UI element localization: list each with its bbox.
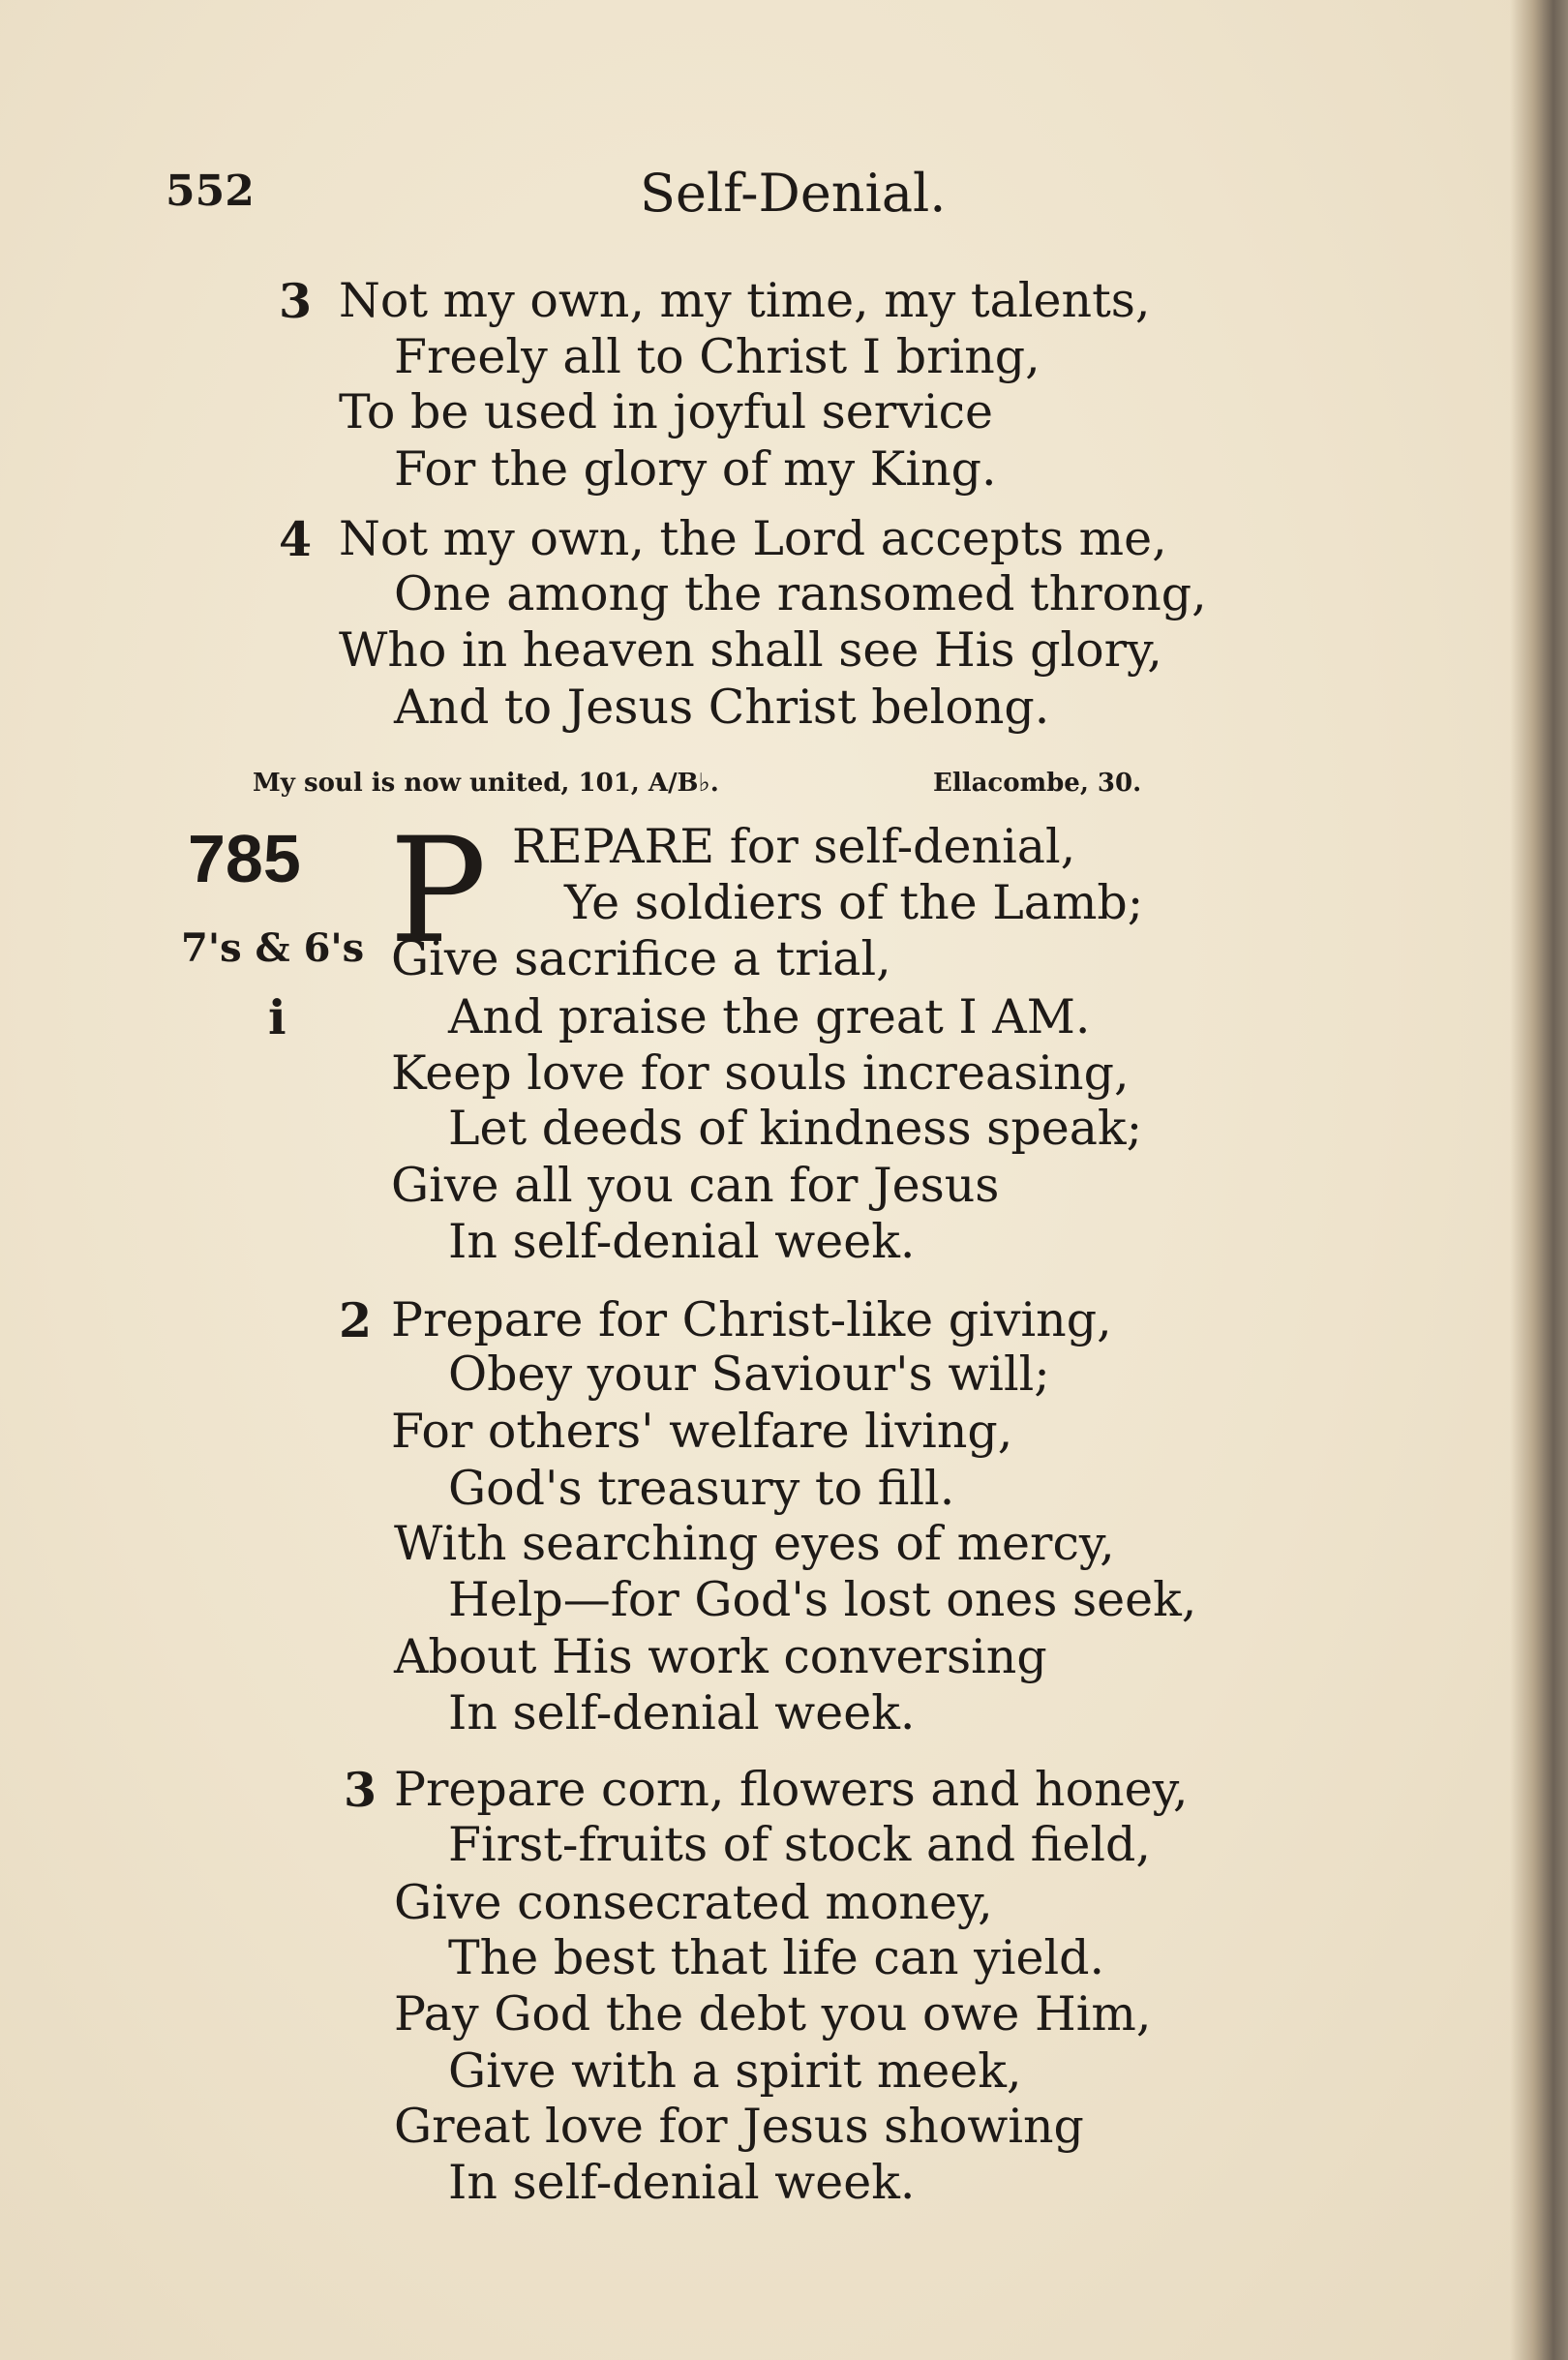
verse-line: In self-denial week. [448,1214,916,1269]
verse-line: Ye soldiers of the Lamb; [564,875,1144,930]
verse-line: And to Jesus Christ belong. [394,680,1050,735]
verse-line: To be used in joyful service [339,384,994,439]
page-number: 552 [166,166,255,216]
verse-line: Give sacrifice a trial, [391,931,891,986]
key-mark: i [268,989,286,1045]
verse-line: One among the ransomed throng, [394,566,1207,621]
verse-number: 3 [279,273,313,329]
verse-line: Help—for God's lost ones seek, [448,1572,1197,1627]
verse-line: Pay God the debt you owe Him, [394,1986,1152,2042]
verse-number: 3 [344,1762,377,1818]
hymn-number: 785 [188,821,301,896]
verse-line: Who in heaven shall see His glory, [339,622,1162,678]
tune-reference-left: My soul is now united, 101, A/B♭. [253,769,719,798]
tune-reference-right: Ellacombe, 30. [933,769,1142,798]
verse-line: Prepare corn, flowers and honey, [394,1762,1189,1817]
verse-number: 2 [339,1292,373,1348]
verse-line: Great love for Jesus showing [394,2099,1084,2154]
section-title: Self-Denial. [640,163,947,224]
verse-line: And praise the great I AM. [448,989,1091,1044]
verse-line: First-fruits of stock and field, [448,1817,1151,1872]
verse-line: Let deeds of kindness speak; [448,1101,1143,1156]
verse-line: For the glory of my King. [394,441,997,497]
verse-line: Freely all to Christ I bring, [394,329,1040,384]
verse-line: Keep love for souls increasing, [391,1045,1130,1101]
drop-cap: P [389,807,487,976]
verse-line: Obey your Saviour's will; [448,1346,1050,1402]
verse-line: Give all you can for Jesus [391,1158,1000,1213]
verse-line: Not my own, the Lord accepts me, [339,511,1167,566]
verse-line: Give consecrated money, [394,1875,993,1930]
verse-line: God's treasury to fill. [448,1461,955,1516]
verse-line: For others' welfare living, [391,1404,1013,1459]
verse-line: In self-denial week. [448,2155,916,2210]
verse-line: Not my own, my time, my talents, [339,273,1151,328]
verse-line: REPARE for self-denial, [512,819,1076,874]
verse-line: About His work conversing [394,1629,1047,1684]
verse-number: 4 [279,511,313,567]
verse-line: Prepare for Christ-like giving, [391,1292,1112,1347]
book-binding-edge [1510,0,1568,2360]
hymn-meter: 7's & 6's [181,925,365,971]
verse-line: With searching eyes of mercy, [394,1516,1115,1571]
verse-line: The best that life can yield. [448,1930,1105,1985]
verse-line: Give with a spirit meek, [448,2043,1022,2099]
verse-line: In self-denial week. [448,1685,916,1740]
